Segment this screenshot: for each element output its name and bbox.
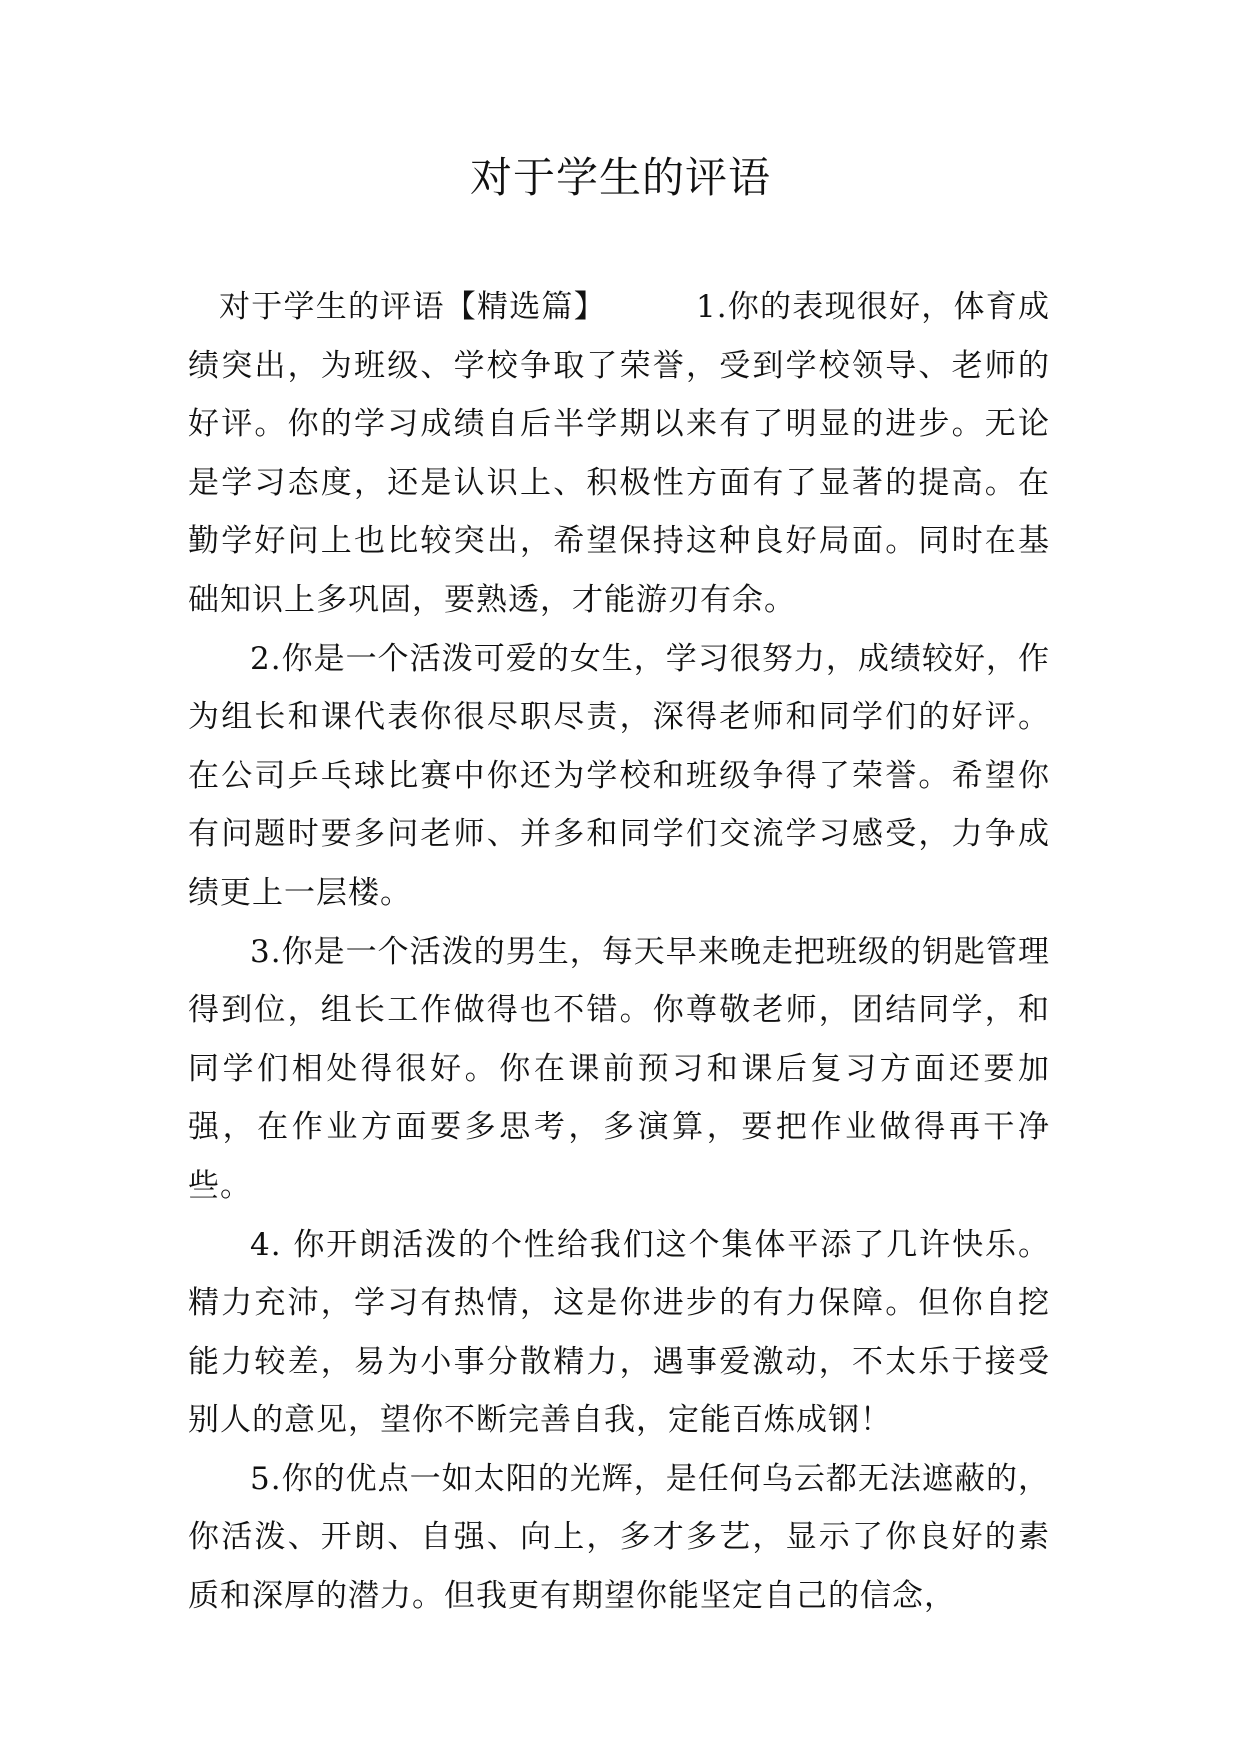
intro-heading: 对于学生的评语【精选篇】 — [219, 289, 606, 325]
document-title: 对于学生的评语 — [469, 153, 771, 202]
document-body — [188, 278, 1050, 1626]
paragraph-text: 1.你的表现很好，体育成绩突出，为班级、学校争取了荣誉，受到学校领导、老师的好评。你的学习成绩自后半学期以来有了明显的进步。无论是学习态度，还是认识上、积极性方面有了显著的提高。在勤学好问上也比较突出，希望保持这种良好局面。同时在基础知识上多巩固，要熟透，才能游刃有余。 — [188, 289, 1051, 618]
paragraph-2: 2.你是一个活泼可爱的女生，学习很努力，成绩较好，作为组长和课代表你很尽职尽责，深得老师和同学们的好评。在公司乒乓球比赛中你还为学校和班级争得了荣誉。希望你有问题时要多问老师、并多和同学们交流学习感受，力争成绩更上一层楼。 — [188, 640, 1050, 911]
paragraph-1 — [188, 278, 1050, 630]
paragraph-5: 5.你的优点一如太阳的光辉，是任何乌云都无法遮蔽的，你活泼、开朗、自强、向上，多才多艺，显示了你良好的素质和深厚的潜力。但我更有期望你能坚定自己的信念， — [188, 1460, 1050, 1615]
paragraph-4: 4. 你开朗活泼的个性给我们这个集体平添了几许快乐。精力充沛，学习有热情，这是你进步的有力保障。但你自挖能力较差，易为小事分散精力，遇事爱激动，不太乐于接受别人的意见，望你不断完善自我，定能百炼成钢！ — [188, 1226, 1050, 1439]
paragraph-3: 3.你是一个活泼的男生，每天早来晚走把班级的钥匙管理得到位，组长工作做得也不错。你尊敬老师，团结同学，和同学们相处得很好。你在课前预习和课后复习方面还要加强，在作业方面要多思考，多演算，要把作业做得再干净些。 — [188, 933, 1050, 1204]
